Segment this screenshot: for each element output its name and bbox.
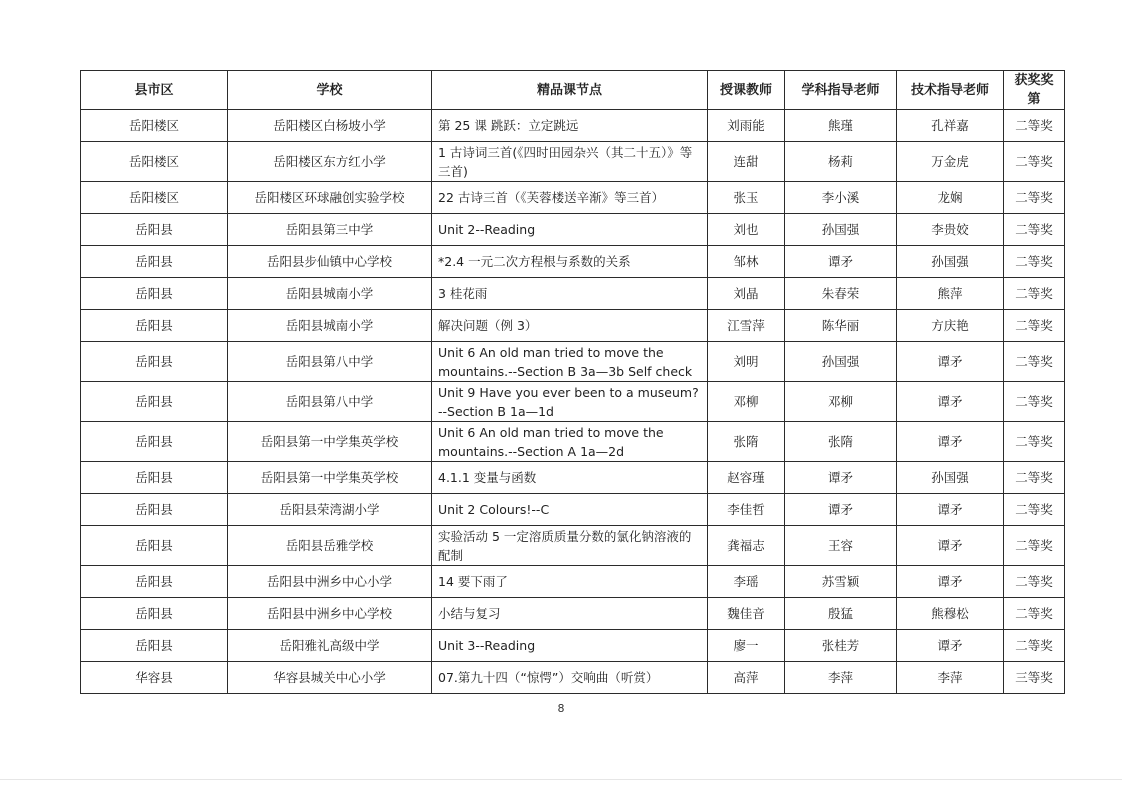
table-row	[81, 246, 1065, 278]
cell-teacher: 江雪萍	[708, 310, 785, 342]
cell-lesson: 3 桂花雨	[432, 278, 708, 310]
cell-county: 岳阳楼区	[81, 110, 228, 142]
table-row	[81, 182, 1065, 214]
table-row	[81, 566, 1065, 598]
cell-county: 岳阳县	[81, 342, 228, 382]
cell-county: 岳阳县	[81, 598, 228, 630]
cell-lesson: Unit 2--Reading	[432, 214, 708, 246]
table-row	[81, 630, 1065, 662]
cell-school: 岳阳县第一中学集英学校	[228, 422, 432, 462]
cell-subject-advisor: 熊瑾	[785, 110, 897, 142]
cell-subject-advisor: 杨莉	[785, 142, 897, 182]
page-number: 8	[557, 702, 565, 715]
cell-school: 岳阳县步仙镇中心学校	[228, 246, 432, 278]
cell-tech-advisor: 谭矛	[897, 630, 1004, 662]
cell-award: 二等奖	[1004, 598, 1065, 630]
table-row	[81, 342, 1065, 382]
table-row	[81, 110, 1065, 142]
cell-county: 岳阳县	[81, 462, 228, 494]
cell-county: 岳阳楼区	[81, 142, 228, 182]
cell-award: 二等奖	[1004, 526, 1065, 566]
cell-teacher: 邓柳	[708, 382, 785, 422]
header-school: 学校	[228, 71, 432, 110]
cell-teacher: 李瑶	[708, 566, 785, 598]
table-row	[81, 214, 1065, 246]
cell-county: 岳阳县	[81, 382, 228, 422]
header-county: 县市区	[81, 71, 228, 110]
cell-tech-advisor: 方庆艳	[897, 310, 1004, 342]
cell-county: 岳阳县	[81, 630, 228, 662]
cell-award: 二等奖	[1004, 422, 1065, 462]
cell-lesson: 4.1.1 变量与函数	[432, 462, 708, 494]
cell-lesson: 07.第九十四（“惊愕”）交响曲（听赏）	[432, 662, 708, 694]
cell-tech-advisor: 谭矛	[897, 382, 1004, 422]
cell-county: 岳阳县	[81, 214, 228, 246]
cell-tech-advisor: 孙国强	[897, 462, 1004, 494]
cell-subject-advisor: 张隋	[785, 422, 897, 462]
cell-county: 岳阳县	[81, 566, 228, 598]
cell-school: 岳阳县第八中学	[228, 342, 432, 382]
cell-tech-advisor: 谭矛	[897, 422, 1004, 462]
cell-county: 岳阳县	[81, 494, 228, 526]
cell-teacher: 张隋	[708, 422, 785, 462]
cell-school: 岳阳县第八中学	[228, 382, 432, 422]
cell-award: 二等奖	[1004, 110, 1065, 142]
cell-subject-advisor: 陈华丽	[785, 310, 897, 342]
cell-lesson: Unit 3--Reading	[432, 630, 708, 662]
cell-county: 岳阳县	[81, 422, 228, 462]
cell-teacher: 连甜	[708, 142, 785, 182]
cell-teacher: 刘明	[708, 342, 785, 382]
cell-teacher: 刘雨能	[708, 110, 785, 142]
cell-lesson: Unit 2 Colours!--C	[432, 494, 708, 526]
cell-tech-advisor: 孙国强	[897, 246, 1004, 278]
cell-lesson: Unit 6 An old man tried to move the mountains.--Section B 3a—3b Self check	[432, 342, 708, 382]
cell-county: 岳阳楼区	[81, 182, 228, 214]
table-row	[81, 382, 1065, 422]
cell-lesson: 14 要下雨了	[432, 566, 708, 598]
cell-award: 二等奖	[1004, 630, 1065, 662]
cell-subject-advisor: 王容	[785, 526, 897, 566]
cell-subject-advisor: 孙国强	[785, 214, 897, 246]
cell-lesson: 1 古诗词三首(《四时田园杂兴（其二十五）》等三首)	[432, 142, 708, 182]
cell-subject-advisor: 谭矛	[785, 494, 897, 526]
cell-school: 岳阳县城南小学	[228, 310, 432, 342]
table-row	[81, 310, 1065, 342]
cell-county: 岳阳县	[81, 310, 228, 342]
cell-lesson: 小结与复习	[432, 598, 708, 630]
cell-school: 岳阳雅礼高级中学	[228, 630, 432, 662]
table-row	[81, 422, 1065, 462]
cell-school: 岳阳县岳雅学校	[228, 526, 432, 566]
cell-school: 岳阳楼区环球融创实验学校	[228, 182, 432, 214]
cell-subject-advisor: 张桂芳	[785, 630, 897, 662]
cell-subject-advisor: 殷猛	[785, 598, 897, 630]
cell-teacher: 邹林	[708, 246, 785, 278]
header-tech-advisor: 技术指导老师	[897, 71, 1004, 110]
table-row	[81, 598, 1065, 630]
cell-lesson: 实验活动 5 一定溶质质量分数的氯化钠溶液的配制	[432, 526, 708, 566]
cell-subject-advisor: 李小溪	[785, 182, 897, 214]
table-row	[81, 462, 1065, 494]
cell-award: 二等奖	[1004, 142, 1065, 182]
cell-teacher: 高萍	[708, 662, 785, 694]
cell-subject-advisor: 李萍	[785, 662, 897, 694]
cell-award: 二等奖	[1004, 382, 1065, 422]
cell-county: 华容县	[81, 662, 228, 694]
table-row	[81, 526, 1065, 566]
cell-tech-advisor: 谭矛	[897, 566, 1004, 598]
cell-lesson: 解决问题（例 3）	[432, 310, 708, 342]
table-row	[81, 662, 1065, 694]
table-header-row	[81, 71, 1065, 110]
cell-teacher: 刘晶	[708, 278, 785, 310]
scan-edge-line	[0, 779, 1122, 780]
cell-award: 二等奖	[1004, 310, 1065, 342]
cell-teacher: 廖一	[708, 630, 785, 662]
cell-school: 华容县城关中心小学	[228, 662, 432, 694]
header-teacher: 授课教师	[708, 71, 785, 110]
cell-tech-advisor: 谭矛	[897, 494, 1004, 526]
cell-award: 二等奖	[1004, 246, 1065, 278]
cell-award: 二等奖	[1004, 494, 1065, 526]
cell-subject-advisor: 苏雪颖	[785, 566, 897, 598]
cell-award: 二等奖	[1004, 566, 1065, 598]
cell-tech-advisor: 熊萍	[897, 278, 1004, 310]
cell-tech-advisor: 熊穆松	[897, 598, 1004, 630]
cell-teacher: 魏佳音	[708, 598, 785, 630]
cell-county: 岳阳县	[81, 246, 228, 278]
cell-school: 岳阳县第一中学集英学校	[228, 462, 432, 494]
cell-subject-advisor: 谭矛	[785, 246, 897, 278]
cell-teacher: 龚福志	[708, 526, 785, 566]
cell-teacher: 张玉	[708, 182, 785, 214]
cell-award: 二等奖	[1004, 214, 1065, 246]
cell-school: 岳阳县中洲乡中心学校	[228, 598, 432, 630]
header-award: 获奖奖第	[1004, 71, 1065, 110]
cell-school: 岳阳楼区白杨坡小学	[228, 110, 432, 142]
cell-tech-advisor: 李萍	[897, 662, 1004, 694]
cell-teacher: 赵容瑾	[708, 462, 785, 494]
cell-tech-advisor: 李贵姣	[897, 214, 1004, 246]
table-row	[81, 494, 1065, 526]
cell-lesson: 第 25 课 跳跃：立定跳远	[432, 110, 708, 142]
cell-county: 岳阳县	[81, 278, 228, 310]
cell-lesson: 22 古诗三首（《芙蓉楼送辛渐》等三首）	[432, 182, 708, 214]
cell-lesson: Unit 6 An old man tried to move the mountains.--Section A 1a—2d	[432, 422, 708, 462]
cell-subject-advisor: 朱春荣	[785, 278, 897, 310]
cell-award: 二等奖	[1004, 462, 1065, 494]
cell-tech-advisor: 万金虎	[897, 142, 1004, 182]
cell-teacher: 李佳哲	[708, 494, 785, 526]
cell-school: 岳阳县第三中学	[228, 214, 432, 246]
cell-tech-advisor: 谭矛	[897, 526, 1004, 566]
cell-subject-advisor: 邓柳	[785, 382, 897, 422]
header-lesson: 精品课节点	[432, 71, 708, 110]
cell-school: 岳阳县荣湾湖小学	[228, 494, 432, 526]
cell-award: 三等奖	[1004, 662, 1065, 694]
cell-lesson: *2.4 一元二次方程根与系数的关系	[432, 246, 708, 278]
cell-lesson: Unit 9 Have you ever been to a museum?--Section B 1a—1d	[432, 382, 708, 422]
cell-award: 二等奖	[1004, 182, 1065, 214]
cell-award: 二等奖	[1004, 342, 1065, 382]
header-subject-advisor: 学科指导老师	[785, 71, 897, 110]
cell-tech-advisor: 谭矛	[897, 342, 1004, 382]
table-row	[81, 142, 1065, 182]
cell-school: 岳阳县城南小学	[228, 278, 432, 310]
awards-table	[80, 70, 1065, 694]
cell-tech-advisor: 孔祥嘉	[897, 110, 1004, 142]
cell-county: 岳阳县	[81, 526, 228, 566]
cell-subject-advisor: 谭矛	[785, 462, 897, 494]
cell-school: 岳阳楼区东方红小学	[228, 142, 432, 182]
cell-school: 岳阳县中洲乡中心小学	[228, 566, 432, 598]
table-row	[81, 278, 1065, 310]
cell-subject-advisor: 孙国强	[785, 342, 897, 382]
cell-tech-advisor: 龙娴	[897, 182, 1004, 214]
cell-teacher: 刘也	[708, 214, 785, 246]
cell-award: 二等奖	[1004, 278, 1065, 310]
